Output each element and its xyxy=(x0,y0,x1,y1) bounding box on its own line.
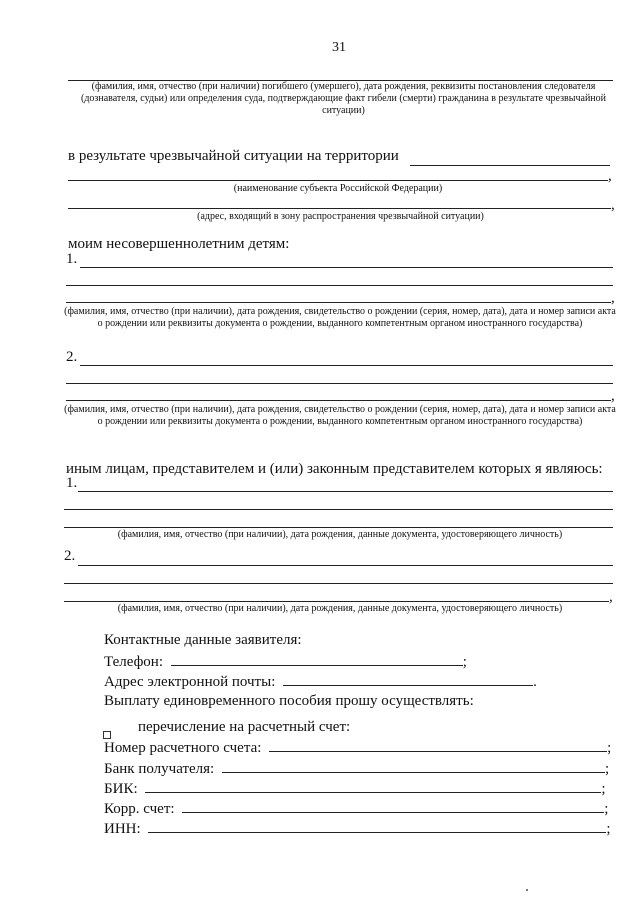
caption-person-1: (фамилия, имя, отчество (при наличии), дата рождения, данные документа, удостоверяющего личность) xyxy=(117,529,563,540)
child-2-line-2[interactable] xyxy=(66,383,613,384)
person-1-number: 1. xyxy=(66,475,78,491)
payment-title: Выплату единовременного пособия прошу осуществлять: xyxy=(104,693,474,709)
contacts-title: Контактные данные заявителя: xyxy=(104,632,302,648)
caption-subject: (наименование субъекта Российской Федерации) xyxy=(233,183,443,194)
person-2-line-2[interactable] xyxy=(64,583,613,584)
account-number-semicolon: ; xyxy=(607,740,612,756)
bank-label: Банк получателя: xyxy=(104,761,215,777)
bik-row xyxy=(104,780,606,798)
caption-deceased: (фамилия, имя, отчество (при наличии) погибшего (умершего), дата рождения, реквизиты постановления следователя (дознавателя, судьи) или определения суда, подтверждающие факт гибели (смерти) гражданина в результате чрезвычайной ситуации) xyxy=(80,81,607,116)
subject-comma: , xyxy=(608,168,612,184)
person-1-line-1[interactable] xyxy=(78,491,613,492)
address-comma: , xyxy=(611,197,615,213)
corr-account-label: Корр. счет: xyxy=(104,801,175,817)
child-2-number: 2. xyxy=(66,349,78,365)
territory-field-line[interactable] xyxy=(410,165,610,166)
bank-row xyxy=(104,760,609,778)
account-number-row xyxy=(104,739,611,757)
child-2-line-1[interactable] xyxy=(80,365,613,366)
inn-row xyxy=(104,820,611,838)
subject-field-line[interactable] xyxy=(68,180,608,181)
caption-child-2: (фамилия, имя, отчество (при наличии), дата рождения, свидетельство о рождении (серия, номер, дата), дата и номер записи акта о рождении или реквизиты документа о рождении, выданного компетентным органом иностранного государства) xyxy=(64,404,616,427)
scan-speck xyxy=(526,889,528,891)
email-field[interactable] xyxy=(283,673,533,686)
inn-field[interactable] xyxy=(148,820,606,833)
corr-account-semicolon: ; xyxy=(604,801,609,817)
child-1-line-2[interactable] xyxy=(66,285,613,286)
email-period: . xyxy=(533,674,537,690)
address-field-line[interactable] xyxy=(68,208,611,209)
page-number: 31 xyxy=(332,40,346,55)
bik-semicolon: ; xyxy=(601,781,606,797)
caption-child-1: (фамилия, имя, отчество (при наличии), дата рождения, свидетельство о рождении (серия, номер, дата), дата и номер записи акта о рождении или реквизиты документа о рождении, выданного компетентным органом иностранного государства) xyxy=(64,306,616,329)
option-account-label: перечисление на расчетный счет: xyxy=(138,719,351,735)
phone-label: Телефон: xyxy=(104,654,163,670)
child-2-line-3[interactable] xyxy=(66,400,611,401)
inn-semicolon: ; xyxy=(606,821,611,837)
caption-person-2: (фамилия, имя, отчество (при наличии), дата рождения, данные документа, удостоверяющего личность) xyxy=(117,603,563,614)
child-2-comma: , xyxy=(611,388,615,404)
account-number-label: Номер расчетного счета: xyxy=(104,740,262,756)
account-checkbox[interactable] xyxy=(103,731,111,739)
person-1-line-3[interactable] xyxy=(64,527,613,528)
bank-semicolon: ; xyxy=(604,761,610,777)
emergency-territory-label: в результате чрезвычайной ситуации на территории xyxy=(68,148,399,164)
caption-address: (адрес, входящий в зону распространения чрезвычайной ситуации) xyxy=(197,211,484,222)
email-label: Адрес электронной почты: xyxy=(104,674,276,690)
phone-field[interactable] xyxy=(171,653,463,666)
phone-semicolon: ; xyxy=(462,654,467,670)
person-2-number: 2. xyxy=(64,548,76,564)
phone-row xyxy=(104,653,467,671)
bik-field[interactable] xyxy=(145,780,601,793)
inn-label: ИНН: xyxy=(104,821,141,837)
children-label: моим несовершеннолетним детям: xyxy=(68,236,290,252)
corr-account-field[interactable] xyxy=(182,800,604,813)
child-1-number: 1. xyxy=(66,251,78,267)
others-label: иным лицам, представителем и (или) законным представителем которых я являюсь: xyxy=(66,461,603,477)
account-number-field[interactable] xyxy=(269,739,607,752)
child-1-line-1[interactable] xyxy=(80,267,613,268)
person-2-line-1[interactable] xyxy=(78,565,613,566)
bik-label: БИК: xyxy=(104,781,138,797)
corr-account-row xyxy=(104,800,608,818)
bank-field[interactable] xyxy=(222,760,605,773)
person-2-comma: , xyxy=(609,589,613,605)
person-1-line-2[interactable] xyxy=(64,509,613,510)
person-2-line-3[interactable] xyxy=(64,601,609,602)
child-1-line-3[interactable] xyxy=(66,302,611,303)
child-1-comma: , xyxy=(611,290,615,306)
email-row xyxy=(104,673,537,691)
